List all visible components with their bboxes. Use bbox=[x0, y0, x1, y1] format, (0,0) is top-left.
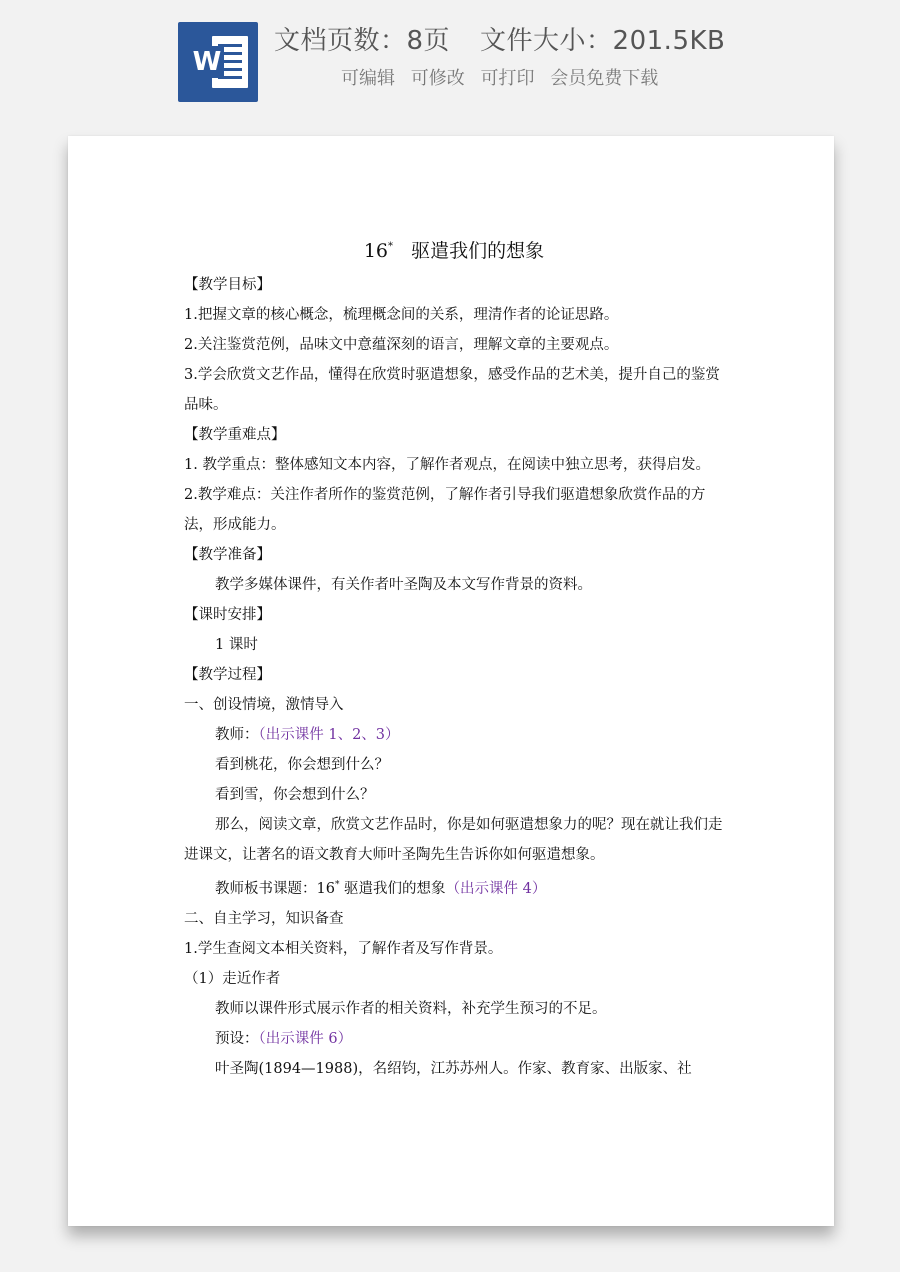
board-title-line bbox=[184, 870, 724, 904]
file-info-header bbox=[0, 0, 900, 120]
question-snow: 看到雪，你会想到什么？ bbox=[215, 787, 375, 803]
section-heading-schedule: 【课时安排】 bbox=[184, 607, 271, 623]
word-document-icon bbox=[178, 22, 258, 102]
section-heading-goals: 【教学目标】 bbox=[184, 277, 271, 293]
author-intro-text: 教师以课件形式展示作者的相关资料，补充学生预习的不足。 bbox=[215, 1001, 607, 1017]
courseware-note: （出示课件 4） bbox=[445, 881, 547, 897]
document-body bbox=[184, 232, 724, 1084]
board-label: 教师板书课题：16 bbox=[215, 881, 335, 897]
courseware-note: （出示课件 1、2、3） bbox=[258, 727, 400, 743]
section-heading-preparation: 【教学准备】 bbox=[184, 547, 271, 563]
step-2-heading: 二、自主学习，知识备查 bbox=[184, 911, 344, 927]
goal-item-1: 1.把握文章的核心概念，梳理概念间的关系，理清作者的论证思路。 bbox=[184, 307, 619, 323]
author-bio: 叶圣陶(1894—1988)，名绍钧，江苏苏州人。作家、教育家、出版家、社 bbox=[215, 1061, 692, 1077]
schedule-text: 1 课时 bbox=[215, 637, 258, 653]
teacher-label: 教师： bbox=[215, 727, 259, 743]
board-title: 驱遣我们的想象 bbox=[339, 881, 446, 897]
goal-item-2: 2.关注鉴赏范例，品味文中意蕴深刻的语言，理解文章的主要观点。 bbox=[184, 337, 619, 353]
goal-item-3: 3.学会欣赏文艺作品，懂得在欣赏时驱遣想象，感受作品的艺术美，提升自己的鉴赏品味。 bbox=[184, 367, 720, 413]
feature-free-download: 会员免费下载 bbox=[550, 68, 659, 89]
intro-paragraph: 那么，阅读文章，欣赏文艺作品时，你是如何驱遣想象力的呢？现在就让我们走进课文，让著名的语文教育大师叶圣陶先生告诉你如何驱遣想象。 bbox=[184, 817, 723, 863]
courseware-note: （出示课件 6） bbox=[258, 1031, 353, 1047]
document-title bbox=[184, 232, 724, 266]
feature-printable: 可打印 bbox=[480, 68, 535, 89]
word-logo-letter: W bbox=[190, 46, 224, 78]
preset-label: 预设： bbox=[215, 1031, 259, 1047]
board-star: * bbox=[334, 880, 340, 890]
page-count-label: 文档页数：8页 bbox=[274, 26, 451, 56]
step-2-subitem-1: （1）走近作者 bbox=[184, 971, 281, 987]
document-page bbox=[68, 136, 834, 1226]
feature-list bbox=[341, 64, 668, 90]
key-point-2: 2.教学难点：关注作者所作的鉴赏范例，了解作者引导我们驱遣想象欣赏作品的方法，形成能力。 bbox=[184, 487, 706, 533]
title-text: 驱遣我们的想象 bbox=[411, 240, 545, 262]
step-1-heading: 一、创设情境，激情导入 bbox=[184, 697, 344, 713]
file-meta-primary bbox=[274, 20, 725, 60]
file-size-label: 文件大小：201.5KB bbox=[480, 26, 726, 56]
feature-modifiable: 可修改 bbox=[410, 68, 465, 89]
teacher-line bbox=[184, 720, 724, 750]
preparation-text: 教学多媒体课件，有关作者叶圣陶及本文写作背景的资料。 bbox=[215, 577, 592, 593]
question-peach: 看到桃花，你会想到什么？ bbox=[215, 757, 389, 773]
preset-line bbox=[184, 1024, 724, 1054]
title-number: 16 bbox=[363, 240, 389, 262]
section-heading-process: 【教学过程】 bbox=[184, 667, 271, 683]
step-2-item-1: 1.学生查阅文本相关资料，了解作者及写作背景。 bbox=[184, 941, 503, 957]
title-star: * bbox=[388, 241, 394, 252]
section-heading-key-points: 【教学重难点】 bbox=[184, 427, 286, 443]
feature-editable: 可编辑 bbox=[341, 68, 395, 89]
key-point-1: 1. 教学重点：整体感知文本内容，了解作者观点，在阅读中独立思考，获得启发。 bbox=[184, 457, 710, 473]
